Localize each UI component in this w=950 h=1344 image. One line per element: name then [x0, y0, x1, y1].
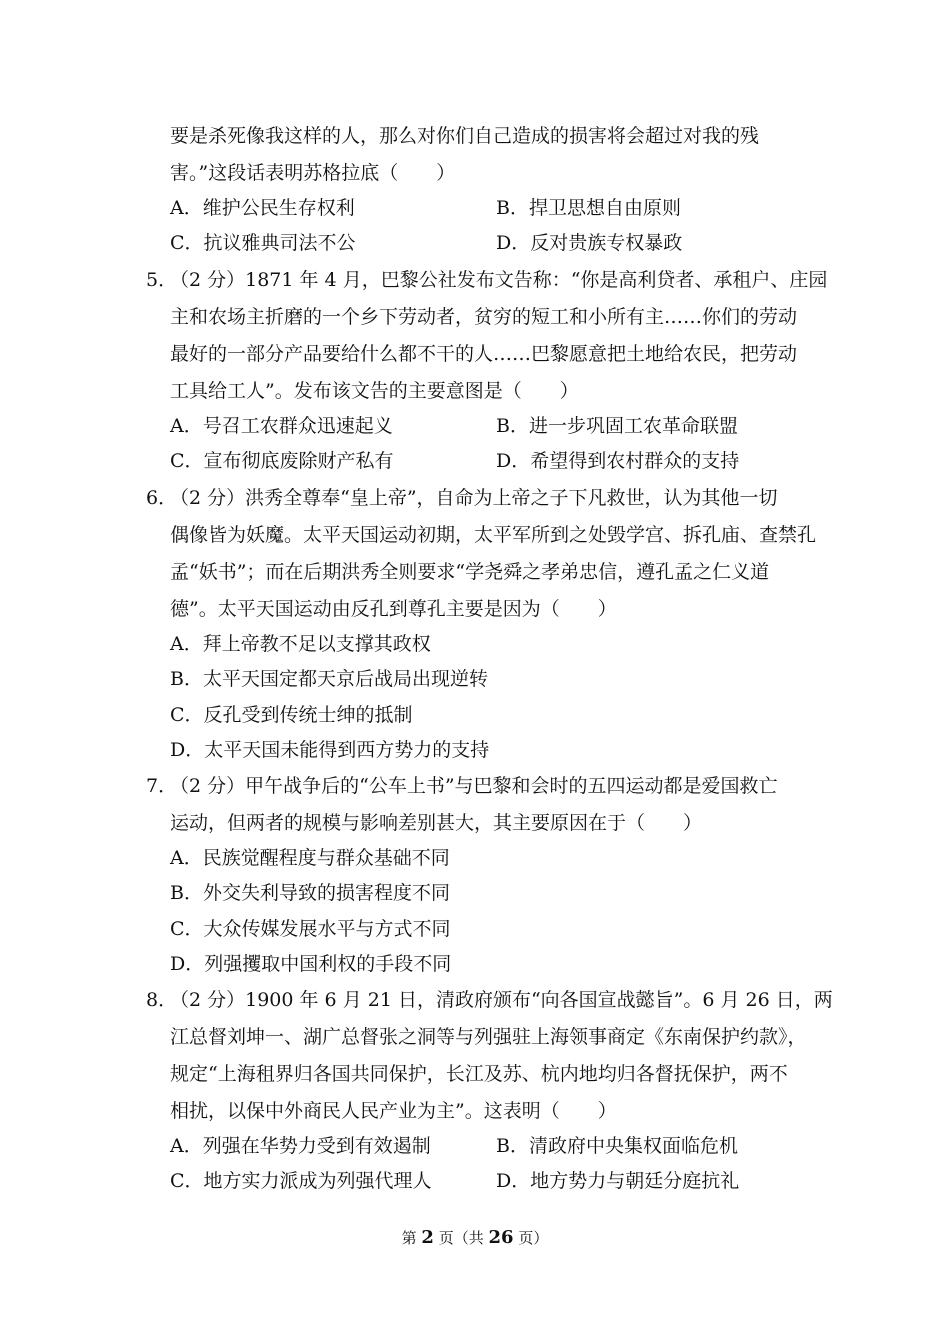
q5-stem-line-4: 工具给工人”。发布该文告的主要意图是（ ） — [170, 380, 579, 402]
q6-option-d: D．太平天国未能得到西方势力的支持 — [170, 739, 490, 761]
q8-option-c: C．地方实力派成为列强代理人 — [170, 1170, 432, 1192]
q7-option-b: B．外交失利导致的损害程度不同 — [170, 882, 450, 904]
q8-number: 8． — [146, 989, 178, 1011]
q5-option-b: B．进一步巩固工农革命联盟 — [496, 415, 738, 437]
q8-option-d: D．地方势力与朝廷分庭抗礼 — [496, 1170, 740, 1192]
q4-option-a: A．维护公民生存权利 — [170, 197, 355, 219]
q8-option-b: B．清政府中央集权面临危机 — [496, 1135, 738, 1157]
q5-option-a: A．号召工农群众迅速起义 — [170, 415, 393, 437]
q6-option-c: C．反孔受到传统士绅的抵制 — [170, 704, 413, 726]
footer-prefix: 第 — [401, 1229, 417, 1247]
q6-option-a: A．拜上帝教不足以支撑其政权 — [170, 633, 431, 655]
q5-stem-line-3: 最好的一部分产品要给什么都不干的人……巴黎愿意把土地给农民，把劳动 — [170, 343, 798, 365]
q7-option-d: D．列强攫取中国利权的手段不同 — [170, 953, 452, 975]
footer-total-pages: 26 — [488, 1227, 514, 1248]
q8-stem-line-3: 规定“上海租界归各国共同保护，长江及苏、杭内地均归各督抚保护，两不 — [170, 1063, 788, 1085]
q7-stem-line-1: （2 分）甲午战争后的“公车上书”与巴黎和会时的五四运动都是爱国救亡 — [170, 775, 778, 797]
q4-stem-line-2: 害。”这段话表明苏格拉底（ ） — [170, 162, 456, 184]
q4-stem-line-1: 要是杀死像我这样的人，那么对你们自己造成的损害将会超过对我的残 — [170, 125, 760, 147]
q6-stem-line-3: 孟“妖书”；而在后期洪秀全则要求“学尧舜之孝弟忠信，遵孔孟之仁义道 — [170, 561, 770, 583]
q4-option-b: B．捍卫思想自由原则 — [496, 197, 681, 219]
q4-option-c: C．抗议雅典司法不公 — [170, 232, 356, 254]
q6-stem-line-1: （2 分）洪秀全尊奉“皇上帝”，自命为上帝之子下凡救世，认为其他一切 — [170, 487, 778, 509]
q5-option-c: C．宣布彻底废除财产私有 — [170, 450, 394, 472]
q7-option-a: A．民族觉醒程度与群众基础不同 — [170, 847, 450, 869]
q8-stem-line-4: 相扰，以保中外商民人民产业为主”。这表明（ ） — [170, 1100, 617, 1122]
footer-page-number: 2 — [421, 1227, 434, 1248]
q8-stem-line-1: （2 分）1900 年 6 月 21 日，清政府颁布“向各国宣战懿旨”。6 月 26 日，两 — [170, 989, 833, 1011]
page-footer — [0, 1228, 950, 1248]
q6-option-b: B．太平天国定都天京后战局出现逆转 — [170, 668, 488, 690]
q7-number: 7． — [146, 775, 178, 797]
q5-number: 5． — [146, 269, 178, 291]
q6-stem-line-4: 德”。太平天国运动由反孔到尊孔主要是因为（ ） — [170, 598, 617, 620]
q5-option-d: D．希望得到农村群众的支持 — [496, 450, 740, 472]
q5-stem-line-2: 主和农场主折磨的一个乡下劳动者，贫穷的短工和小所有主……你们的劳动 — [170, 306, 798, 328]
q7-option-c: C．大众传媒发展水平与方式不同 — [170, 918, 451, 940]
footer-suffix: 页） — [518, 1229, 549, 1247]
q4-option-d: D．反对贵族专权暴政 — [496, 232, 683, 254]
footer-mid: 页（共 — [438, 1229, 484, 1247]
q6-stem-line-2: 偶像皆为妖魔。太平天国运动初期，太平军所到之处毁学宫、拆孔庙、查禁孔 — [170, 524, 817, 546]
q6-number: 6． — [146, 487, 178, 509]
q8-stem-line-2: 江总督刘坤一、湖广总督张之洞等与列强驻上海领事商定《东南保护约款》， — [170, 1026, 807, 1048]
q7-stem-line-2: 运动，但两者的规模与影响差别甚大，其主要原因在于（ ） — [170, 812, 703, 834]
q5-stem-line-1: （2 分）1871 年 4 月，巴黎公社发布文告称：“你是高利贷者、承租户、庄园 — [170, 269, 828, 291]
q8-option-a: A．列强在华势力受到有效遏制 — [170, 1135, 431, 1157]
